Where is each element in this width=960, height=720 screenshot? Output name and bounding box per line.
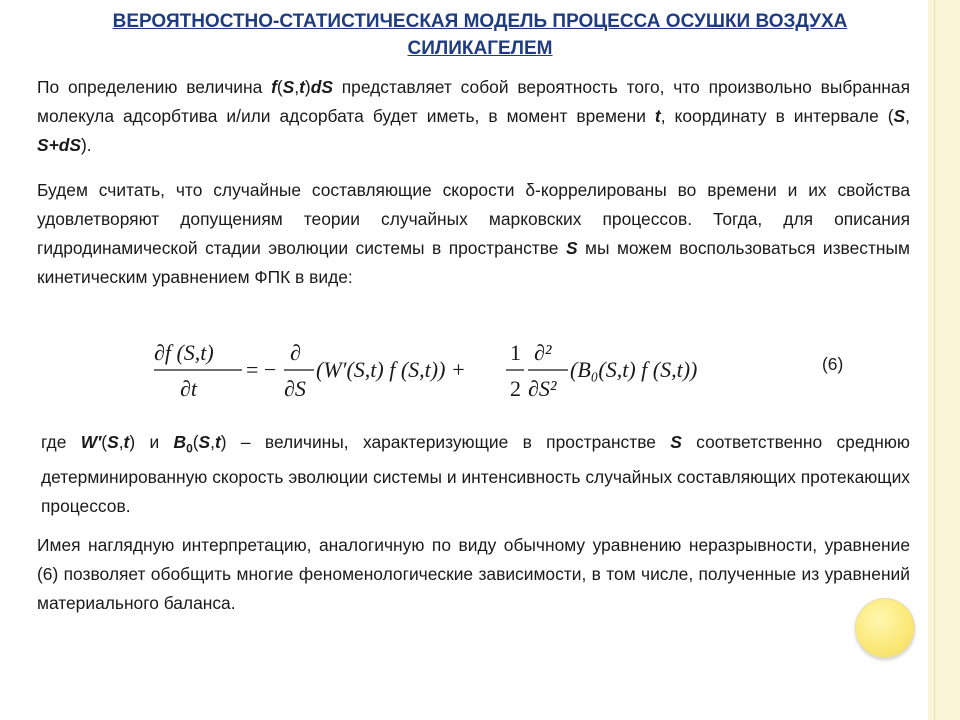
d1-numerator: ∂ [290, 340, 301, 365]
symbol-t: t [123, 432, 130, 452]
d2-denominator: ∂S² [528, 376, 557, 401]
symbol-W-prime: W′ [80, 432, 102, 452]
text: ). [80, 135, 92, 155]
symbol-B-subscript: 0 [186, 441, 193, 456]
fpk-equation [150, 332, 770, 406]
paragraph-where [41, 428, 910, 521]
symbol-S: S [670, 432, 682, 452]
lhs-denominator: ∂t [180, 376, 197, 401]
half-denominator: 2 [510, 376, 521, 401]
text: ( [101, 432, 108, 452]
text: представляет собой вероятность того, что произвольно выбранная молекула адсорбтива и/или адсорбата будет иметь, в момент времени [37, 77, 910, 126]
stripe-divider [934, 0, 935, 720]
symbol-S: S [893, 106, 906, 126]
text: соответственно среднюю детерминированную скорость эволюции системы и интенсивность случайных составляющих протекающих процессов. [41, 432, 910, 517]
text: , координату в интервале ( [660, 106, 894, 126]
symbol-S: S [282, 77, 295, 97]
text: где [41, 432, 81, 452]
text: , [905, 106, 910, 126]
d2-numerator: ∂² [534, 340, 552, 365]
decorative-side-stripe [928, 0, 960, 720]
text: , [294, 77, 300, 97]
text: и [135, 432, 174, 452]
decorative-circle [855, 598, 915, 658]
text: , [118, 432, 124, 452]
symbol-t: t [299, 77, 305, 97]
slide-title [60, 8, 900, 62]
symbol-S: S [565, 238, 578, 258]
symbol-S: S [198, 432, 211, 452]
title-line-2: СИЛИКАГЕЛЕМ [407, 38, 553, 59]
text: – величины, характеризующие в пространстве [226, 432, 671, 452]
title-line-1: ВЕРОЯТНОСТНО-СТАТИСТИЧЕСКАЯ МОДЕЛЬ ПРОЦЕССА ОСУШКИ ВОЗДУХА [112, 11, 848, 32]
text: ) [304, 77, 311, 97]
text: По определению величина [37, 77, 272, 97]
paragraph-assumptions [37, 176, 910, 292]
symbol-S: S [107, 432, 119, 452]
paragraph-interpretation: Имея наглядную интерпретацию, аналогичную по виду обычному уравнению неразрывности, уравнение (6) позволяет обобщить многие феноменологические зависимости, в том числе, полученные из уравнений материального баланса. [37, 535, 910, 613]
text: ) [129, 432, 136, 452]
text: ( [276, 77, 283, 97]
text: Будем считать, что случайные составляющие скорости δ-коррелированы во времени и их свойства удовлетворяют допущениям теории случайных марковских процессов. Тогда, для описания гидродинамической стадии эволюции системы в пространстве [37, 180, 910, 258]
symbol-t: t [215, 432, 221, 452]
text: мы можем воспользоваться известным кинетическим уравнением ФПК в виде: [37, 238, 910, 287]
half-numerator: 1 [510, 340, 521, 365]
symbol-f: f [271, 77, 277, 97]
symbol-t: t [654, 106, 661, 126]
lhs-numerator: ∂f (S,t) [154, 340, 214, 365]
term2: (B₀(S,t) f (S,t)) [570, 357, 698, 382]
equation-number: (6) [822, 354, 844, 374]
symbol-B: B [173, 432, 187, 452]
text: , [210, 432, 215, 452]
d1-denominator: ∂S [284, 376, 306, 401]
symbol-S-plus-dS: S+dS [37, 135, 81, 155]
text: ( [192, 432, 199, 452]
paragraph-definition [37, 73, 910, 160]
equals-minus: = − [246, 357, 277, 382]
symbol-dS: dS [310, 77, 333, 97]
text: ) [220, 432, 227, 452]
term1: (W′(S,t) f (S,t)) + [316, 357, 466, 382]
